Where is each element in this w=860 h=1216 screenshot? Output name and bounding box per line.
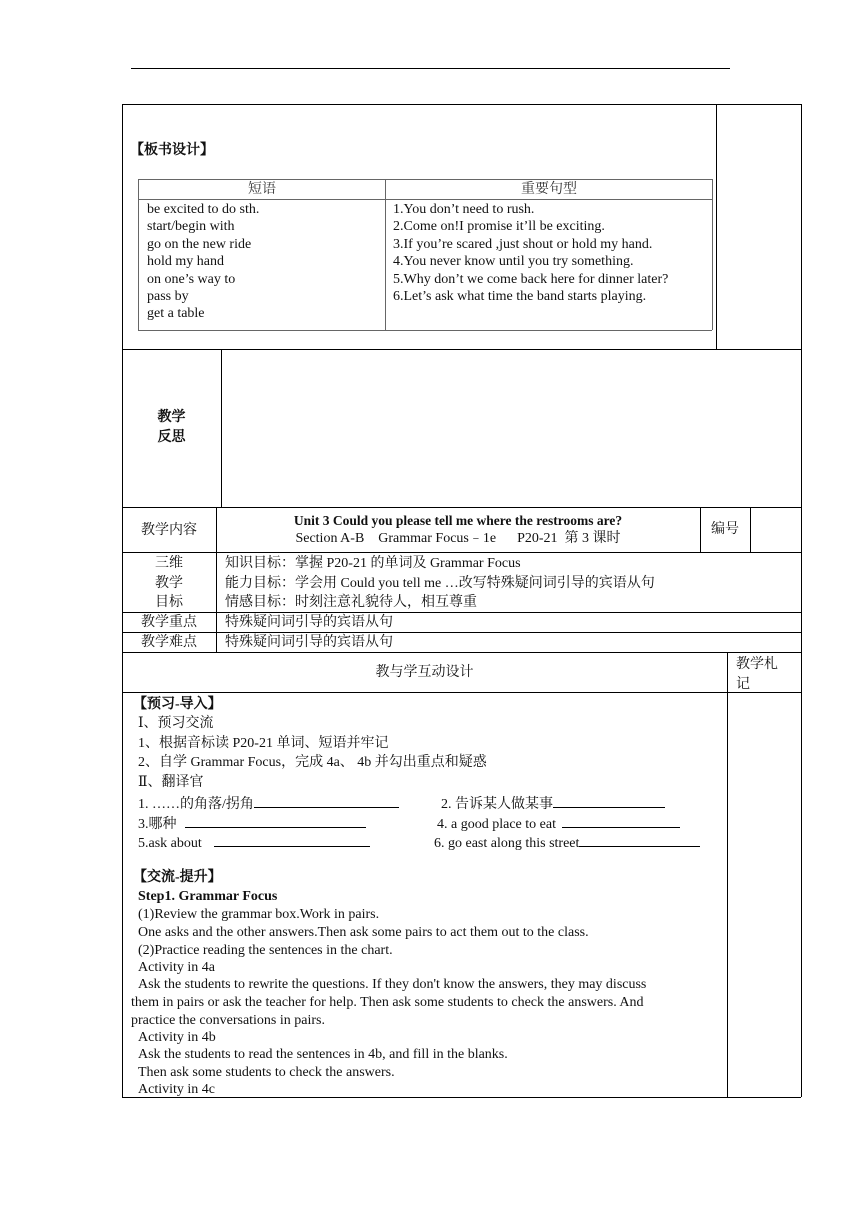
body-line: One asks and the other answers.Then ask some pairs to act them out to the class.	[138, 925, 589, 940]
key-label: 教学重点	[141, 615, 197, 630]
sentences-list	[393, 201, 668, 305]
list-item: 1.You don’t need to rush.	[393, 202, 535, 217]
reflection-divider	[221, 349, 222, 507]
body-line: (1)Review the grammar box.Work in pairs.	[138, 907, 380, 922]
translate-prompt: 3.哪种	[138, 817, 177, 832]
body-line: Activity in 4a	[138, 960, 215, 975]
answer-blank[interactable]	[579, 833, 700, 847]
translate-prompt: 1. ……的角落/拐角	[138, 797, 254, 812]
lesson-subtitle: Section A-B Grammar Focus﹣1e P20-21 第 3 课时	[295, 531, 621, 546]
difficulty-text: 特殊疑问词引导的宾语从句	[225, 635, 393, 650]
body-line: Ask the students to rewrite the questions. If they don't know the answers, they may discuss	[138, 977, 647, 992]
list-item: 4.You never know until you try something.	[393, 254, 634, 270]
answer-blank[interactable]	[254, 794, 399, 808]
translate-item-2	[441, 794, 665, 813]
translate-item-1	[138, 794, 399, 813]
list-item: on one’s way to	[147, 271, 236, 287]
translate-item-6	[434, 833, 700, 852]
list-item: be excited to do sth.	[147, 202, 260, 217]
body-line: them in pairs or ask the teacher for help. Then ask some students to check the answers. And	[131, 995, 644, 1010]
exchange-heading: 【交流-提升】	[133, 870, 222, 885]
difficulty-label: 教学难点	[141, 635, 197, 650]
list-item: 3.If you’re scared ,just shout or hold my hand.	[393, 236, 653, 252]
step1-heading: Step1. Grammar Focus	[138, 889, 278, 904]
goals-label-1: 三维	[155, 556, 183, 571]
body-line: Activity in 4c	[138, 1082, 215, 1097]
answer-blank[interactable]	[562, 814, 680, 828]
translate-prompt: 2. 告诉某人做某事	[441, 797, 553, 812]
body-line: Ask the students to read the sentences in 4b, and fill in the blanks.	[138, 1047, 508, 1062]
header-rule	[131, 68, 730, 69]
number-label: 编号	[711, 522, 739, 537]
notes-label-2: 记	[736, 677, 750, 692]
answer-blank[interactable]	[214, 833, 370, 847]
board-heading: 【板书设计】	[130, 143, 214, 158]
lesson-title: Unit 3 Could you please tell me where the restrooms are?	[293, 513, 623, 528]
reflection-label-2: 反思	[157, 430, 186, 445]
key-text: 特殊疑问词引导的宾语从句	[225, 615, 393, 630]
preview-subheading: Ⅰ、预习交流	[138, 716, 214, 731]
answer-blank[interactable]	[185, 814, 366, 828]
body-line: practice the conversations in pairs.	[131, 1013, 325, 1028]
list-item: 2.Come on!I promise it’ll be exciting.	[393, 219, 605, 235]
goals-label-3: 目标	[155, 595, 183, 610]
list-item: pass by	[147, 288, 189, 304]
list-item: 6.Let’s ask what time the band starts playing.	[393, 288, 647, 304]
goal-knowledge: 知识目标：掌握 P20-21 的单词及 Grammar Focus	[225, 556, 521, 571]
body-line: Then ask some students to check the answers.	[138, 1065, 395, 1080]
translate-prompt: 5.ask about	[138, 836, 202, 851]
list-item: hold my hand	[147, 254, 224, 270]
sentences-column-header: 重要句型	[521, 182, 577, 197]
goal-emotion: 情感目标：时刻注意礼貌待人，相互尊重	[225, 595, 477, 610]
phrases-list	[147, 201, 259, 323]
translate-item-3	[138, 814, 366, 833]
notes-label-1: 教学札	[736, 657, 778, 672]
goals-label-2: 教学	[155, 576, 183, 591]
translate-prompt: 6. go east along this street	[434, 836, 580, 851]
list-item: 5.Why don’t we come back here for dinner later?	[393, 271, 669, 287]
preview-heading: 【预习-导入】	[133, 697, 222, 712]
preview-item-2: 2、自学 Grammar Focus，完成 4a、 4b 并勾出重点和疑惑	[138, 755, 487, 770]
list-item: get a table	[147, 306, 205, 322]
content-label: 教学内容	[141, 523, 197, 538]
body-line: (2)Practice reading the sentences in the chart.	[138, 943, 393, 958]
translate-item-5	[138, 833, 370, 852]
translate-item-4	[437, 814, 680, 833]
interaction-design-label: 教与学互动设计	[375, 665, 474, 680]
answer-blank[interactable]	[553, 794, 665, 808]
phrases-column-header: 短语	[248, 182, 276, 197]
translate-prompt: 4. a good place to eat	[437, 817, 556, 832]
goal-ability: 能力目标：学会用 Could you tell me …改写特殊疑问词引导的宾语从句	[225, 576, 655, 591]
list-item: go on the new ride	[147, 236, 252, 252]
reflection-label-1: 教学	[157, 410, 186, 425]
translate-subheading: Ⅱ、翻译官	[138, 775, 204, 790]
body-line: Activity in 4b	[138, 1030, 216, 1045]
preview-item-1: 1、根据音标读 P20-21 单词、短语并牢记	[138, 736, 389, 751]
list-item: start/begin with	[147, 219, 235, 235]
